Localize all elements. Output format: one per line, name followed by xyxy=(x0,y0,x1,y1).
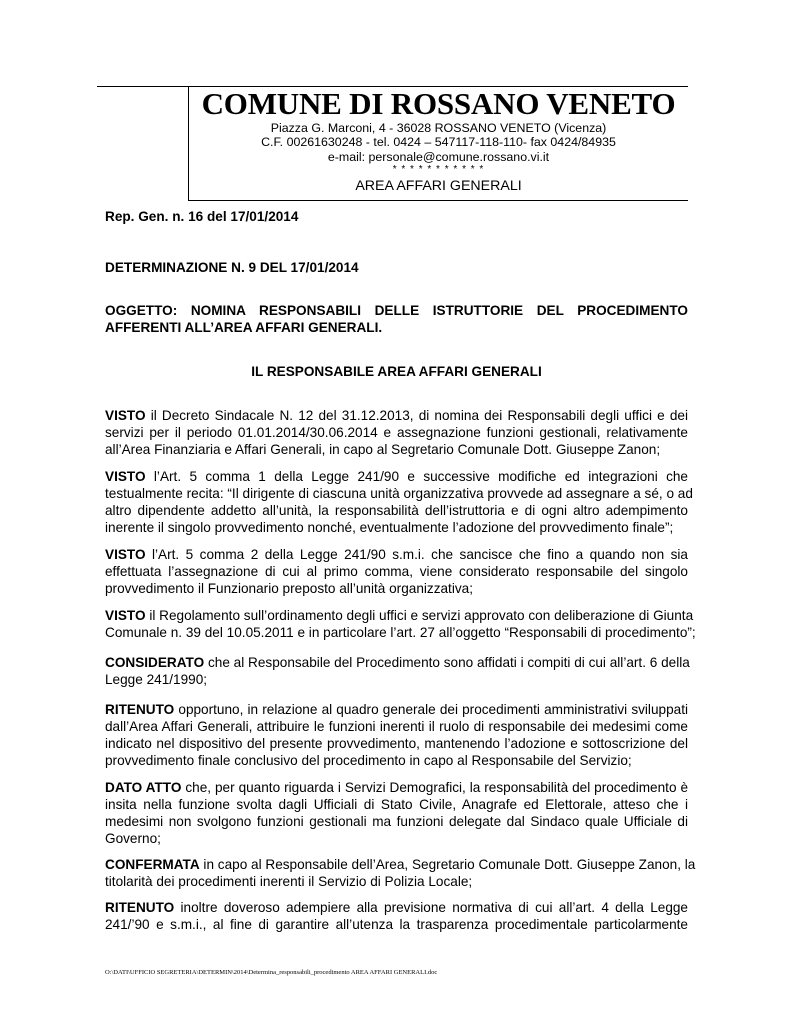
paragraph-text: che, per quanto riguarda i Servizi Demografici, la responsabilità del procedimento è xyxy=(181,780,689,795)
paragraph-line: inerente il singolo provvedimento nonché, eventualmente l’adozione del provvedimento finale”; xyxy=(105,520,674,535)
stars-separator: * * * * * * * * * * * xyxy=(392,163,485,175)
paragraph-keyword: CONFERMATA xyxy=(105,857,200,872)
paragraph-first-line xyxy=(105,468,688,485)
file-path-footer: O:\DATI\UFFICIO SEGRETERIA\DETERMIN\2014\Determina_responsabili_procedimento AREA AFFARI GENERALI.doc xyxy=(105,969,438,976)
letterhead-bottom-rule xyxy=(188,200,688,201)
paragraph-text: il Regolamento sull’ordinamento degli uffici e servizi approvato con deliberazione di Giunta xyxy=(145,608,694,623)
paragraph-text: in capo al Responsabile dell’Area, Segretario Comunale Dott. Giuseppe Zanon, la xyxy=(199,857,696,872)
paragraph-first-line xyxy=(105,899,688,916)
paragraph-line: servizi per il periodo 01.01.2014/30.06.2014 e assegnazione funzioni gestionali, relativamente xyxy=(105,425,688,440)
paragraph-keyword: VISTO xyxy=(105,547,146,562)
municipality-title: COMUNE DI ROSSANO VENETO xyxy=(201,86,676,121)
paragraph-first-line xyxy=(105,701,688,718)
area-name: AREA AFFARI GENERALI xyxy=(355,177,522,194)
section-heading: IL RESPONSABILE AREA AFFARI GENERALI xyxy=(251,364,542,379)
paragraph-text: l’Art. 5 comma 1 della Legge 241/90 e successive modifiche ed integrazioni che xyxy=(145,469,688,484)
paragraph-first-line xyxy=(105,856,696,873)
paragraph-text: che al Responsabile del Procedimento sono affidati i compiti di cui all’art. 6 della xyxy=(204,655,690,670)
contacts-line: C.F. 00261630248 - tel. 0424 – 547117-118-110- fax 0424/84935 xyxy=(261,135,616,150)
paragraph-line: testualmente recita: “Il dirigente di ciascuna unità organizzativa provvede ad assegnare a sé, o ad xyxy=(105,486,693,501)
determinazione-line: DETERMINAZIONE N. 9 DEL 17/01/2014 xyxy=(105,260,359,275)
email-line: e-mail: personale@comune.rossano.vi.it xyxy=(327,149,550,164)
paragraph-keyword: RITENUTO xyxy=(105,900,175,915)
paragraph-line: altro dipendente addetto all’unità, la responsabilità dell’istruttoria e di ogni altro adempimento xyxy=(105,503,688,518)
paragraph-keyword: RITENUTO xyxy=(105,702,175,717)
paragraph-first-line xyxy=(105,546,688,563)
paragraph-line: titolarità dei procedimenti inerenti il Servizio di Polizia Locale; xyxy=(105,874,473,889)
paragraph-text: il Decreto Sindacale N. 12 del 31.12.2013, di nomina dei Responsabili degli uffici e dei xyxy=(145,408,688,423)
paragraph-line: 241/’90 e s.m.i., al fine di garantire all’utenza la trasparenza procedimentale particolarmente xyxy=(105,917,688,932)
paragraph-text: l’Art. 5 comma 2 della Legge 241/90 s.m.i. che sancisce che fino a quando non sia xyxy=(145,547,688,562)
paragraph-line: provvedimento il Funzionario preposto all’unità organizzativa; xyxy=(105,581,473,596)
paragraph-first-line xyxy=(105,407,688,424)
paragraph-line: Governo; xyxy=(105,831,161,846)
paragraph-keyword: DATO ATTO xyxy=(105,780,182,795)
paragraph-first-line xyxy=(105,607,694,624)
paragraph-line: insita nella funzione svolta dagli Ufficiali di Stato Civile, Anagrafe ed Elettorale, atteso che i xyxy=(105,797,688,812)
paragraph-text: opportuno, in relazione al quadro generale dei procedimenti amministrativi sviluppati xyxy=(174,702,688,717)
oggetto-line-1: OGGETTO: NOMINA RESPONSABILI DELLE ISTRUTTORIE DEL PROCEDIMENTO xyxy=(105,303,688,318)
paragraph-first-line xyxy=(105,654,688,671)
paragraph-first-line xyxy=(105,779,688,796)
paragraph-keyword: VISTO xyxy=(105,469,146,484)
rep-gen-line: Rep. Gen. n. 16 del 17/01/2014 xyxy=(105,209,299,224)
paragraph-keyword: VISTO xyxy=(105,408,146,423)
paragraph-line: Legge 241/1990; xyxy=(105,672,208,687)
address-line: Piazza G. Marconi, 4 - 36028 ROSSANO VENETO (Vicenza) xyxy=(270,121,607,135)
paragraph-line: all’Area Finanziaria e Affari Generali, in capo al Segretario Comunale Dott. Giuseppe Zanon; xyxy=(105,442,661,457)
paragraph-line: indicato nel dispositivo del presente provvedimento, mantenendo l’adozione e sottoscrizione del xyxy=(105,736,688,751)
paragraph-keyword: CONSIDERATO xyxy=(105,655,205,670)
paragraph-keyword: VISTO xyxy=(105,608,146,623)
paragraph-line: effettuata l’assegnazione di cui al primo comma, viene considerato responsabile del singolo xyxy=(105,564,688,579)
paragraph-line: dall’Area Affari Generali, attribuire le funzioni inerenti il ruolo di responsabile dei medesimi come xyxy=(105,719,688,734)
paragraph-line: provvedimento finale conclusivo del procedimento in capo al Responsabile del Servizio; xyxy=(105,753,632,768)
oggetto-line-2: AFFERENTI ALL’AREA AFFARI GENERALI. xyxy=(105,320,383,335)
paragraph-line: Comunale n. 39 del 10.05.2011 e in particolare l’art. 27 all’oggetto “Responsabili di procedimento”; xyxy=(105,625,696,640)
paragraph-text: inoltre doveroso adempiere alla previsione normativa di cui all’art. 4 della Legge xyxy=(174,900,688,915)
letterhead xyxy=(189,86,688,195)
paragraph-line: medesimi non svolgono funzioni gestionali ma funzioni delegate dal Sindaco quale Ufficiale di xyxy=(105,814,688,829)
